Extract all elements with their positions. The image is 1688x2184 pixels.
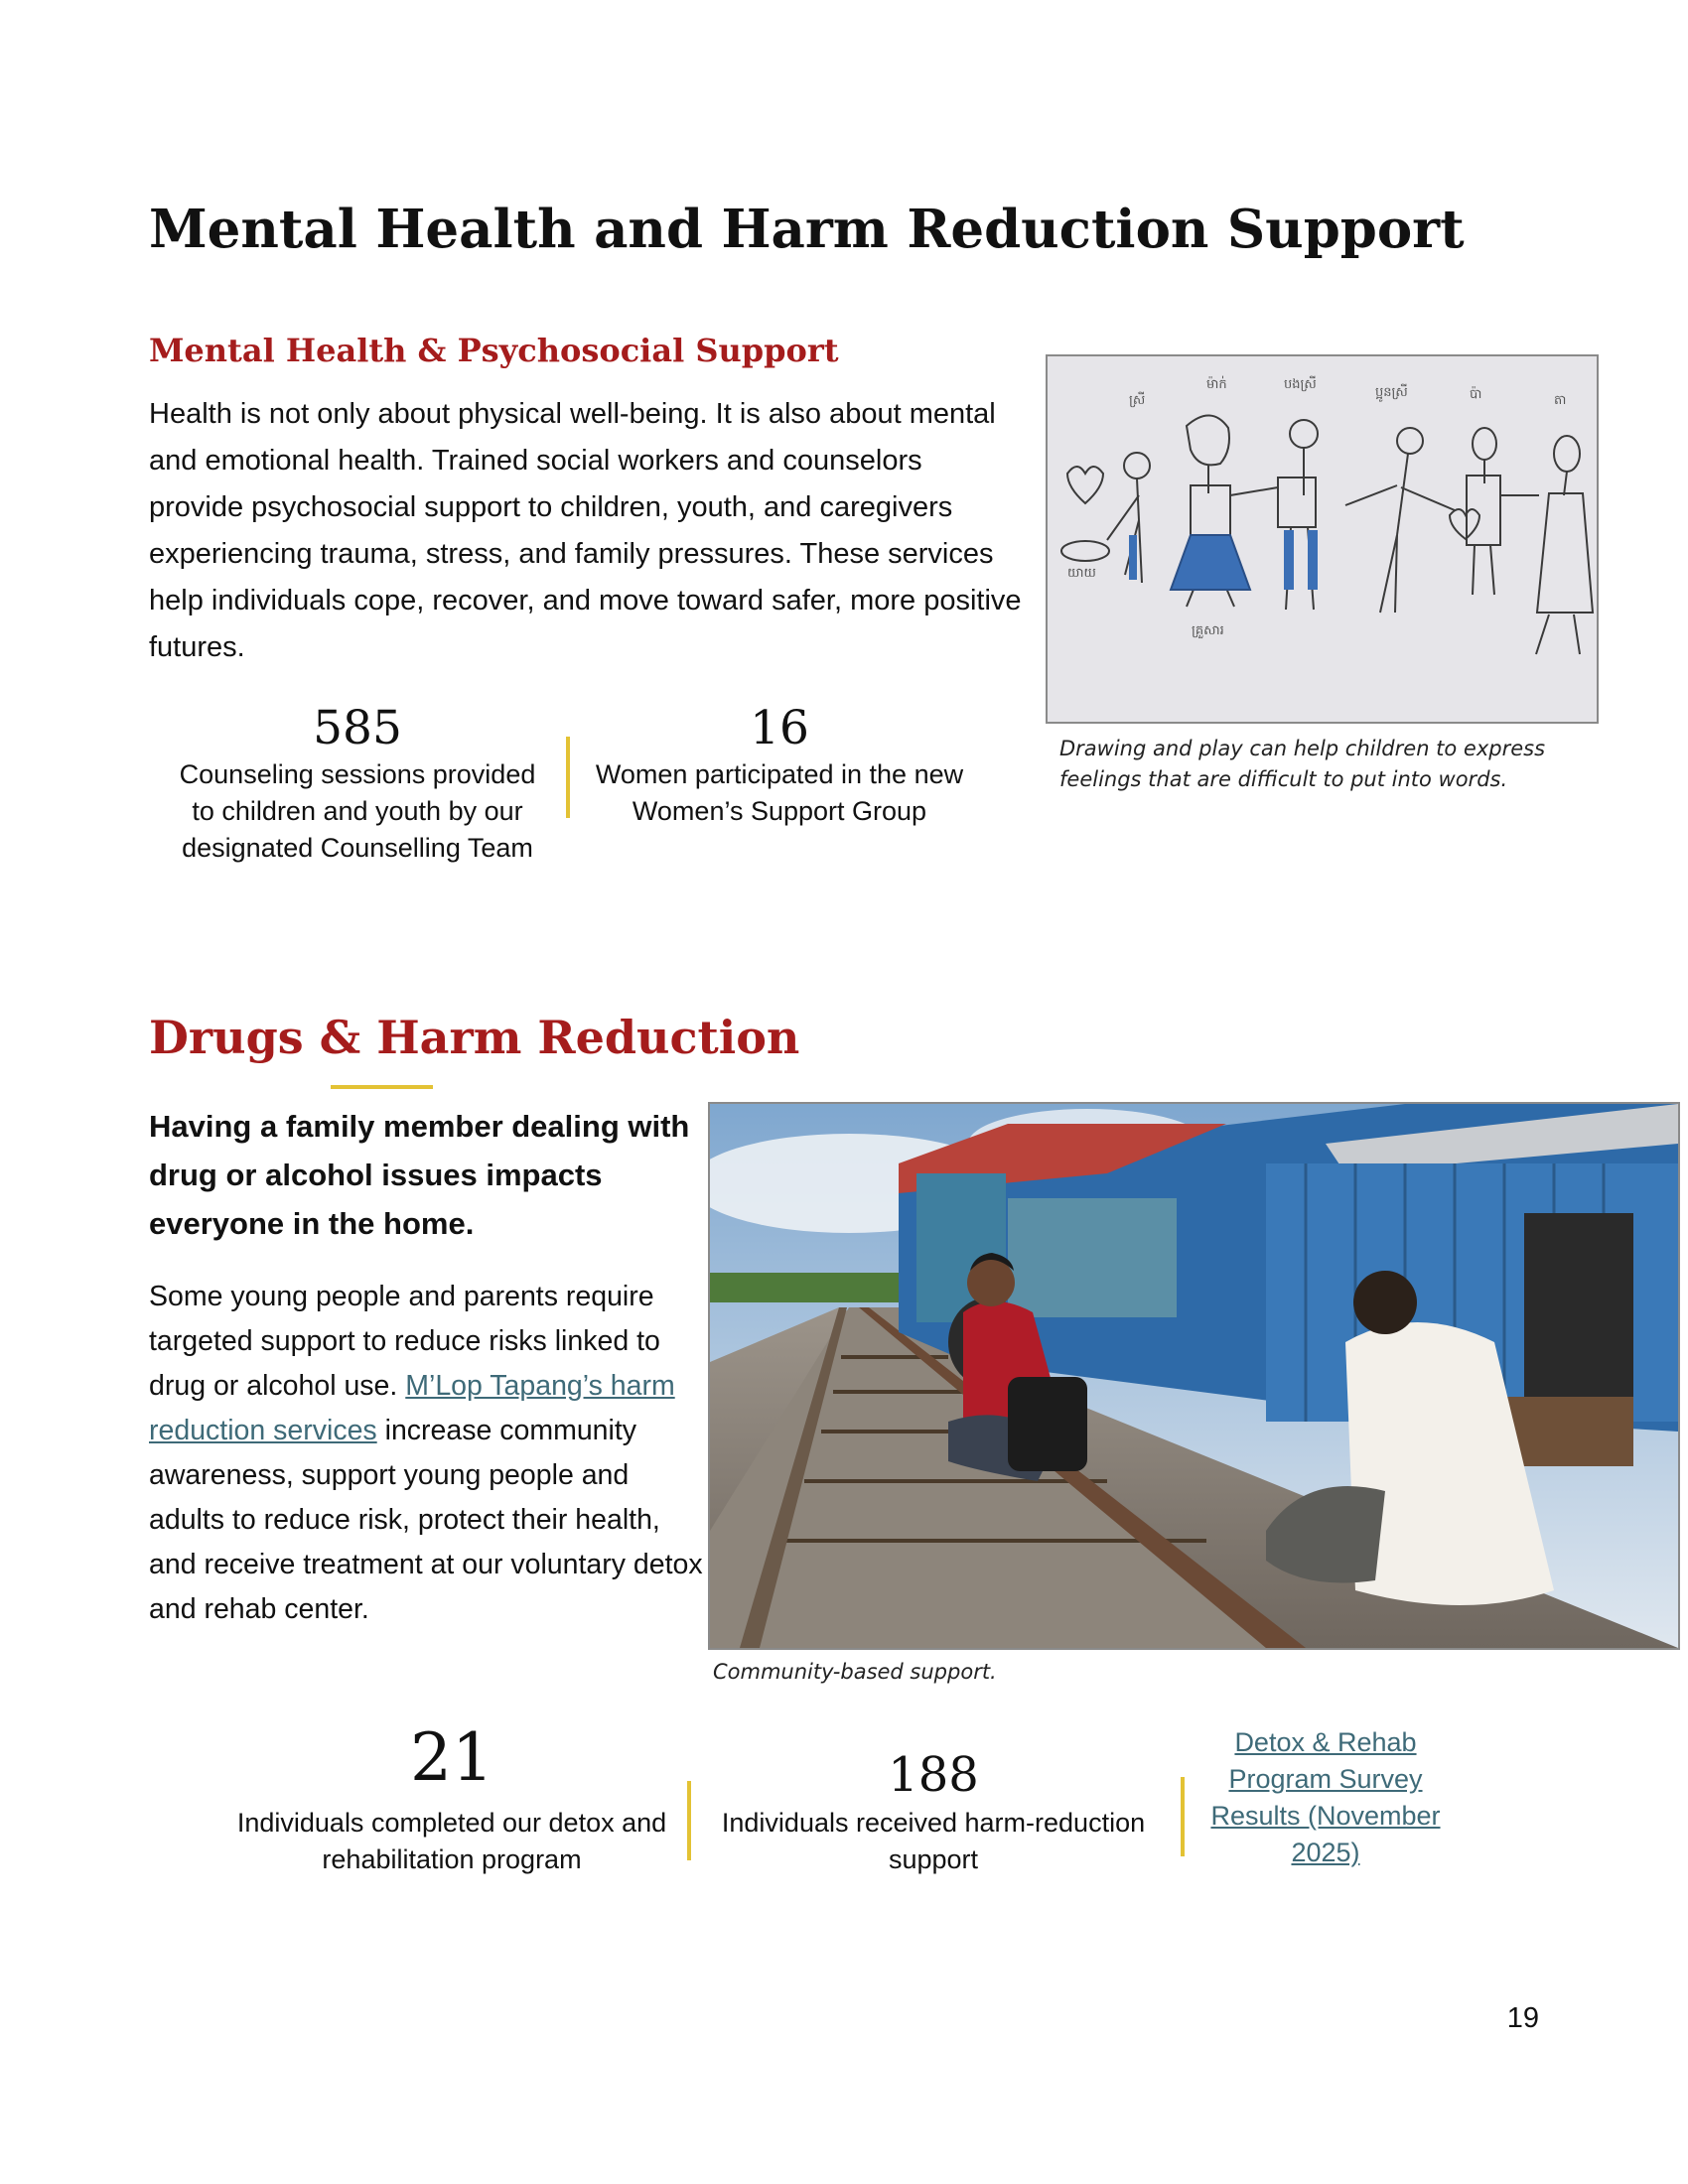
- harm-reduction-paragraph: [149, 1275, 705, 1632]
- paragraph-text-before: Some young people and parents require targeted support to reduce risks linked to drug or alcohol use.: [149, 1281, 660, 1402]
- blue-leg: [1284, 530, 1294, 590]
- stat-label-women: Women participated in the new Women’s Support Group: [595, 759, 964, 826]
- blue-leg-2: [1308, 530, 1318, 590]
- stat-label-counseling: Counseling sessions provided to children and youth by our designated Counselling Team: [179, 759, 536, 863]
- mental-health-paragraph: Health is not only about physical well-being. It is also about mental and emotional health. Trained social workers and counselors provide psychosocial support to children, youth, and caregivers experiencing trauma, stress, and family pressures. These services help individuals cope, recover, and move toward safer, more positive futures.: [149, 398, 1022, 663]
- harm-reduction-services-link[interactable]: M’Lop Tapang’s harm reduction services: [149, 1370, 675, 1446]
- drugs-lead-text: Having a family member dealing with drug or alcohol issues impacts everyone in the home.: [149, 1109, 690, 1241]
- survey-results-link-wrap: [1187, 1724, 1465, 1871]
- community-support-photo: [708, 1102, 1680, 1650]
- drawing-label-3: បងស្រី: [1284, 377, 1317, 392]
- drawing-label-7: យាយ: [1067, 566, 1096, 581]
- paragraph-text-after: increase community awareness, support young people and adults to reduce risk, protect their health, and receive treatment at our voluntary detox and rehab center.: [149, 1415, 703, 1625]
- page-title: Mental Health and Harm Reduction Support: [149, 199, 1465, 260]
- blue-leg-3: [1129, 535, 1137, 580]
- stat-number-counseling: 585: [313, 701, 402, 755]
- community-photo-caption: Community-based support.: [713, 1660, 997, 1684]
- stat-number-detox: 21: [410, 1719, 493, 1796]
- stat-divider-3: [1181, 1777, 1185, 1856]
- drawing-label-8: គ្រួសារ: [1192, 623, 1224, 638]
- drawing-label-2: ម៉ាក់: [1206, 377, 1227, 392]
- stat-divider-2: [687, 1781, 691, 1860]
- stat-label-detox: Individuals completed our detox and rehabilitation program: [236, 1808, 667, 1874]
- stat-divider: [566, 737, 570, 818]
- drawing-label-5: ប៉ា: [1470, 387, 1482, 402]
- page-number: 19: [1506, 2002, 1539, 2034]
- children-drawing-photo: [1046, 354, 1599, 724]
- mental-health-heading: Mental Health & Psychosocial Support: [149, 332, 839, 369]
- drawing-label-1: ស្រី: [1129, 393, 1146, 408]
- heading-underline: [331, 1085, 433, 1089]
- survey-results-link[interactable]: Detox & Rehab Program Survey Results (November 2025): [1210, 1727, 1441, 1867]
- drawing-label-6: តា: [1554, 393, 1567, 408]
- drawing-caption: Drawing and play can help children to express feelings that are difficult to put into words.: [1059, 737, 1546, 791]
- stat-label-harm-reduction: Individuals received harm-reduction support: [721, 1808, 1146, 1874]
- stat-number-harm-reduction: 188: [888, 1747, 979, 1803]
- stat-number-women: 16: [750, 701, 809, 755]
- children-drawing-illustration: [1048, 356, 1597, 722]
- drugs-heading: Drugs & Harm Reduction: [149, 1011, 800, 1064]
- railway-scene-illustration: [710, 1104, 1678, 1648]
- drawing-label-4: ប្អូនស្រី: [1375, 385, 1408, 400]
